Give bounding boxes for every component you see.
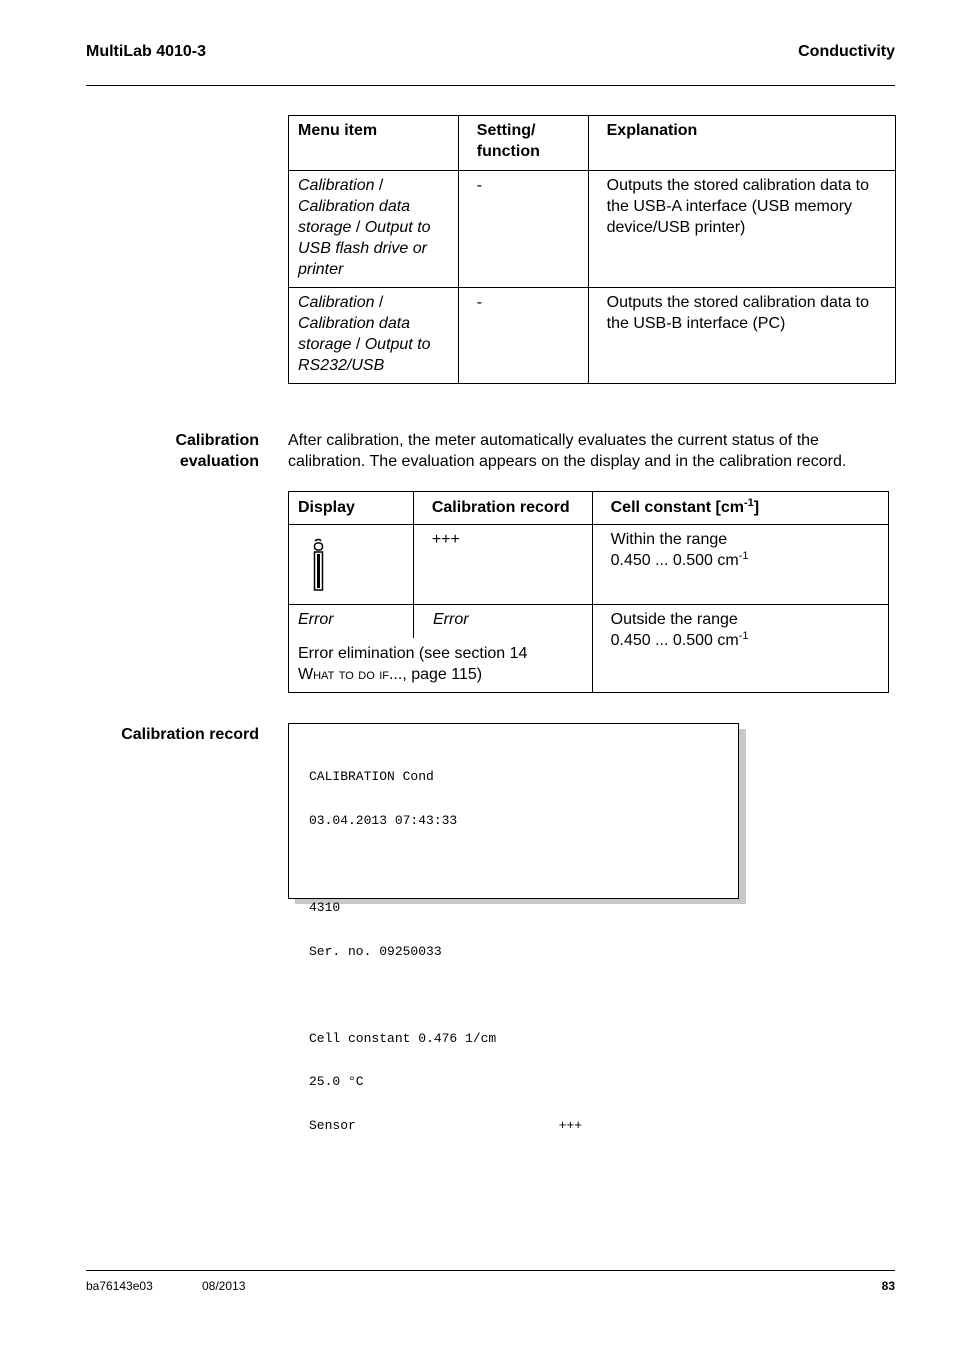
record-cell: +++ (413, 525, 592, 605)
table-header-row (289, 116, 896, 171)
error-elimination-text: Error elimination (see section 14 What to do if..., page 115) (298, 645, 528, 683)
col-header-cell-constant: Cell constant $[cm^{-1}]$ (592, 492, 888, 525)
col-header-record: Calibration record (413, 492, 592, 525)
footer-rule (86, 1270, 895, 1271)
error-cell (289, 605, 593, 693)
display-error: Error (298, 611, 334, 628)
footer-doc-number: ba76143e03 (86, 1279, 153, 1293)
setting-cell: - (458, 288, 588, 384)
page-number: 83 (881, 1279, 895, 1293)
setting-cell: - (458, 171, 588, 288)
calibration-evaluation-text: After calibration, the meter automatically evaluates the current status of the calibration. The evaluation appears on the display and in the calibration record. (288, 432, 847, 470)
menu-path-cell: Calibration / Calibration data storage / Output to RS232/USB (289, 288, 459, 384)
cell-constant-cell: Outside the range 0.450 ... 0.500 $cm^{-1}$ (592, 605, 888, 693)
table-header-row (289, 492, 889, 525)
record-error: Error (433, 611, 469, 628)
explanation-cell: Outputs the stored calibration data to the USB-B interface (PC) (588, 288, 895, 384)
calibration-evaluation-heading: Calibration evaluation (175, 432, 259, 470)
calibration-record-heading: Calibration record (121, 726, 259, 743)
display-cell (289, 525, 414, 605)
record-lines: CALIBRATION Cond 03.04.2013 07:43:33 4310 Ser. no. 09250033 Cell constant 0.476 1/cm 25.0 °C Sensor +++ (309, 769, 583, 1134)
header-section: Conductivity (798, 43, 895, 60)
footer-date: 08/2013 (202, 1279, 246, 1293)
col-header-menu: Menu item (289, 116, 459, 171)
calibration-record-box (288, 723, 739, 1134)
evaluation-table (288, 491, 889, 693)
col-header-setting: Setting/ function (458, 116, 588, 171)
table-row (289, 605, 889, 693)
col-header-display: Display (289, 492, 414, 525)
table-row (289, 171, 896, 288)
menu-table (288, 115, 896, 384)
header-title: MultiLab 4010-3 (86, 43, 207, 60)
table-row (289, 525, 889, 605)
header-rule (86, 85, 895, 86)
table-row (289, 288, 896, 384)
cell-constant-cell: Within the range 0.450 ... 0.500 $cm^{-1}$ (592, 525, 888, 605)
explanation-cell: Outputs the stored calibration data to the USB-A interface (USB memory device/USB printer) (588, 171, 895, 288)
sensor-gauge-icon (307, 538, 327, 594)
partial-divider (413, 605, 414, 638)
menu-path-cell: Calibration / Calibration data storage / Output to USB flash drive or printer (289, 171, 459, 288)
col-header-explanation: Explanation (588, 116, 895, 171)
